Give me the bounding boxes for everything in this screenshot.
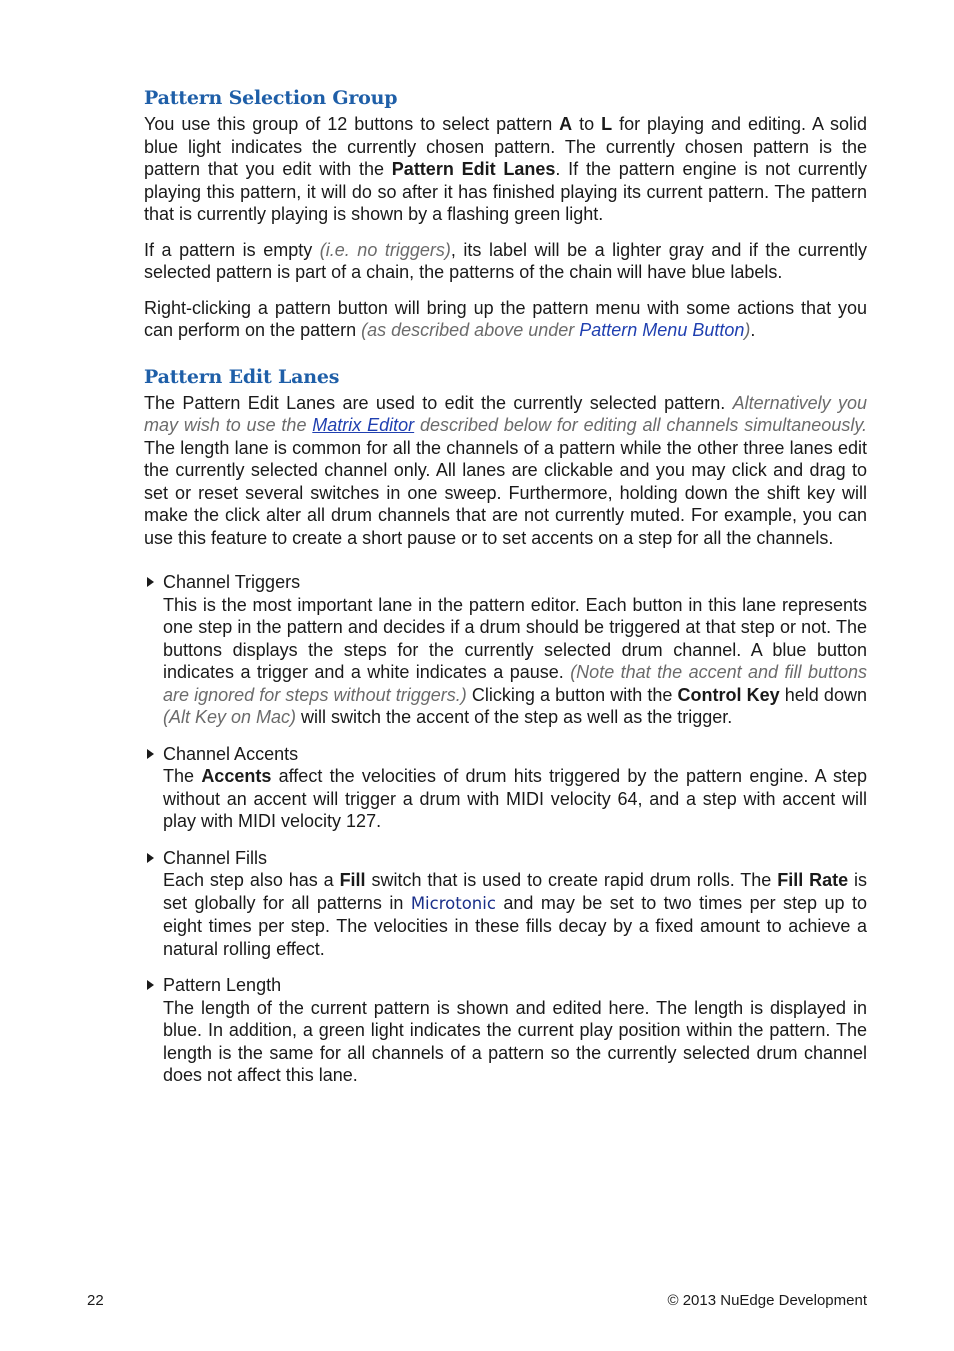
list-item-channel-fills: [144, 847, 867, 961]
paragraph: You use this group of 12 buttons to select pattern A to L for playing and editing. A solid blue light indicates the currently chosen pattern. The currently chosen pattern is the pattern that you edit with the Pattern Edit Lanes. If the pattern engine is not currently playing this pattern, it will do so after it has finished playing its current pattern. The pattern that is currently playing is shown by a flashing green light.: [144, 114, 868, 224]
paragraph: The Pattern Edit Lanes are used to edit the currently selected pattern. Alternatively you may wish to use the Matrix Editor described below for editing all channels simultaneously. The length lane is common for all the channels of a pattern while the other three lanes edit the currently selected channel only. All lanes are clickable and you may click and drag to set or reset several switches in one sweep. Furthermore, holding down the shift key will make the click alter all drum channels that are not currently muted. For example, you can use this feature to create a short pause or to set accents on a step for all the channels.: [144, 392, 867, 548]
pattern-menu-button-link[interactable]: Pattern Menu Button: [579, 320, 745, 340]
disclosure-channel-accents[interactable]: Channel Accents: [144, 743, 867, 766]
item-description: This is the most important lane in the pattern editor. Each button in this lane represents one step in the pattern and decides if a drum should be triggered at that step or not. The buttons displays the steps for the currently selected drum channel. A blue button indicates a trigger and a white indicates a pause. (Note that the accent and fill buttons are ignored for steps without triggers.) Clicking a button with the Control Key held down (Alt Key on Mac) will switch the accent of the step as well as the trigger.: [163, 594, 867, 727]
list-item-pattern-length: [144, 974, 867, 1087]
item-description: Each step also has a Fill switch that is used to create rapid drum rolls. The Fill Rate is set globally for all patterns in Microtonic and may be set to two times per step up to eight times per step. The velocities in these fills decay by a fixed amount to achieve a natural rolling effect.: [163, 870, 867, 959]
section-heading-pattern-selection-group: Pattern Selection Group: [144, 87, 398, 109]
list-item-channel-accents: [144, 743, 867, 833]
matrix-editor-link[interactable]: Matrix Editor: [312, 415, 415, 435]
item-description: The Accents affect the velocities of drum hits triggered by the pattern engine. A step without an accent will trigger a drum with MIDI velocity 64, and a step with accent will play with MIDI velocity 127.: [163, 766, 867, 831]
disclosure-triangle-icon: [147, 749, 154, 759]
disclosure-channel-fills[interactable]: Channel Fills: [144, 847, 867, 870]
product-name-microtonic: Microtonic: [410, 893, 496, 913]
lane-list: [144, 571, 867, 1087]
disclosure-pattern-length[interactable]: Pattern Length: [144, 974, 867, 997]
paragraph: Right-clicking a pattern button will bring up the pattern menu with some actions that you can perform on the pattern (as described above under Pattern Menu Button).: [144, 297, 867, 340]
section-heading-pattern-edit-lanes: Pattern Edit Lanes: [144, 365, 340, 388]
paragraph: If a pattern is empty (i.e. no triggers), its label will be a lighter gray and if the currently selected pattern is part of a chain, the patterns of the chain will have blue labels.: [144, 239, 867, 282]
page-content: [144, 83, 867, 1101]
copyright-notice: © 2013 NuEdge Development: [667, 1292, 867, 1309]
disclosure-triangle-icon: [147, 980, 154, 990]
disclosure-triangle-icon: [147, 577, 154, 587]
disclosure-triangle-icon: [147, 853, 154, 863]
disclosure-channel-triggers[interactable]: Channel Triggers: [144, 571, 867, 594]
item-description: The length of the current pattern is shown and edited here. The length is displayed in blue. In addition, a green light indicates the current play position within the pattern. The length is the same for all channels of a pattern so the currently selected drum channel does not affect this lane.: [163, 997, 867, 1085]
list-item-channel-triggers: [144, 571, 867, 729]
page-number: 22: [87, 1292, 104, 1309]
